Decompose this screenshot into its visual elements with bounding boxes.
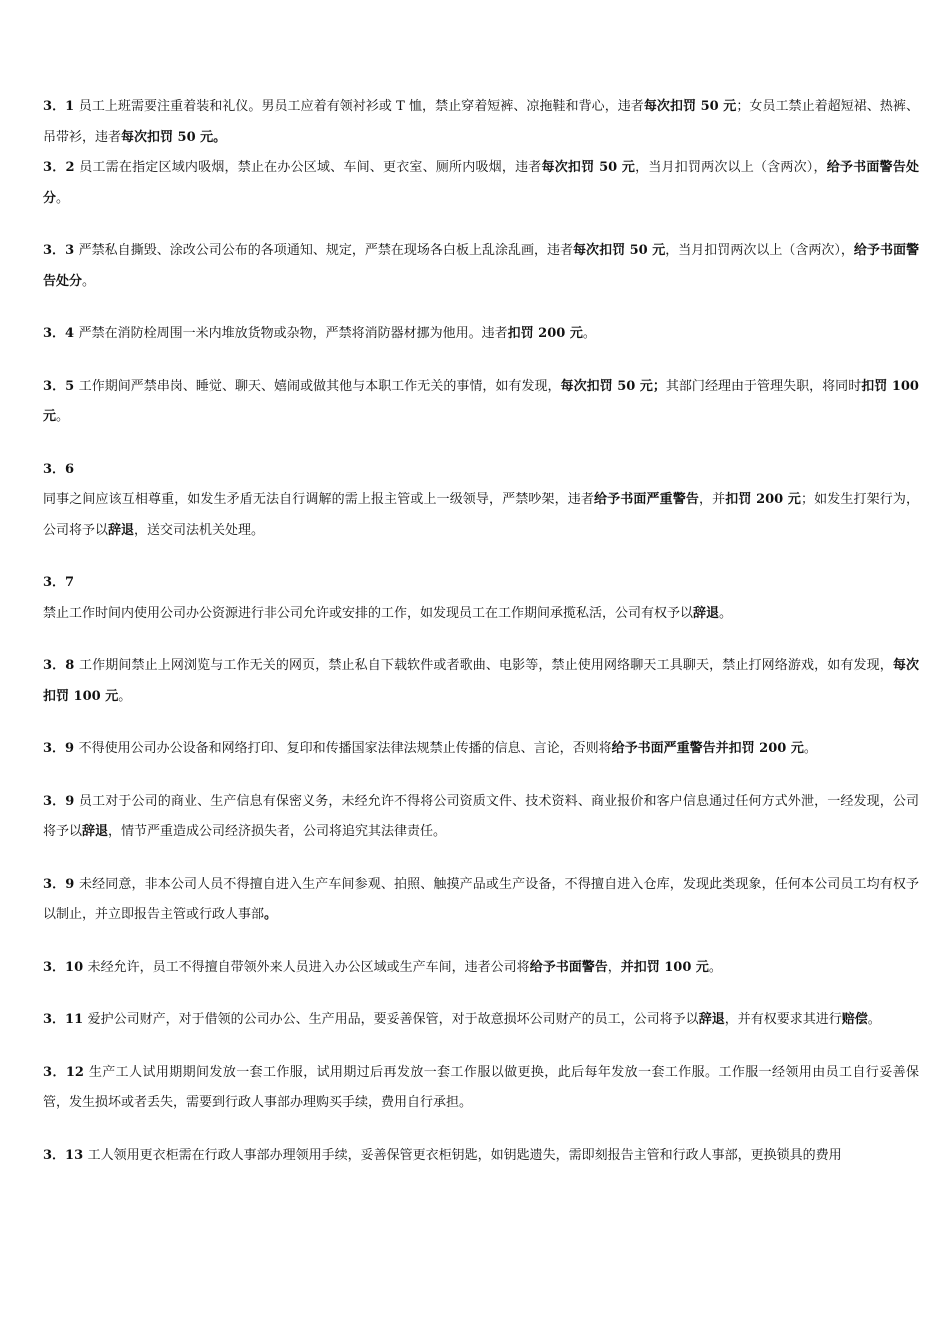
clause-paragraph-3-8 bbox=[43, 651, 919, 712]
body-text: 。 bbox=[867, 1012, 881, 1027]
clause-paragraph-3-13 bbox=[43, 1141, 919, 1172]
paragraph-spacer bbox=[43, 983, 919, 1005]
body-text: 员工需在指定区域内吸烟，禁止在办公区域、车间、更衣室、厕所内吸烟，违者 bbox=[79, 160, 542, 175]
clause-paragraph-3-9b bbox=[43, 787, 919, 848]
emphasis-text: 并扣罚 100 元 bbox=[620, 959, 709, 975]
clause-paragraph-3-6-num bbox=[43, 455, 919, 486]
body-text: 。 bbox=[118, 688, 132, 704]
clause-paragraph-3-6 bbox=[43, 485, 919, 546]
body-text: ， bbox=[607, 959, 621, 975]
emphasis-text: 每次扣罚 50 元 bbox=[643, 99, 737, 114]
clause-number: 3．3 bbox=[43, 243, 79, 258]
body-text: 。 bbox=[582, 326, 596, 341]
body-text: 严禁私自撕毁、涂改公司公布的各项通知、规定，严禁在现场各白板上乱涂乱画，违者 bbox=[78, 243, 574, 258]
body-text: 爱护公司财产，对于借领的公司办公、生产用品，要妥善保管，对于故意损坏公司财产的员工，公司将予以 bbox=[87, 1012, 699, 1027]
body-text: 工作期间禁止上网浏览与工作无关的网页，禁止私自下载软件或者歌曲、电影等，禁止使用网络聊天工具聊天，禁止打网络游戏，如有发现， bbox=[79, 658, 893, 673]
emphasis-text: 给予书面警告处分 bbox=[43, 160, 919, 206]
emphasis-text: 。 bbox=[264, 907, 278, 922]
emphasis-text: 每次扣罚 100 元 bbox=[43, 658, 919, 704]
body-text: 工人领用更衣柜需在行政人事部办理领用手续，妥善保管更衣柜钥匙，如钥匙遗失，需即刻报告主管和行政人事部，更换锁具的费用 bbox=[87, 1147, 842, 1163]
emphasis-text: 扣罚 200 元 bbox=[725, 492, 801, 507]
emphasis-text: 辞退 bbox=[108, 522, 135, 538]
clause-paragraph-3-3 bbox=[43, 236, 919, 297]
clause-paragraph-3-4 bbox=[43, 319, 919, 350]
paragraph-spacer bbox=[43, 712, 919, 734]
body-text: 。 bbox=[803, 741, 817, 756]
body-text: ，当月扣罚两次以上（含两次）， bbox=[635, 160, 827, 175]
paragraph-spacer bbox=[43, 931, 919, 953]
paragraph-spacer bbox=[43, 1036, 919, 1058]
paragraph-spacer bbox=[43, 433, 919, 455]
emphasis-text: 给予书面严重警告 bbox=[594, 492, 699, 507]
body-text: ，情节严重造成公司经济损失者，公司将追究其法律责任。 bbox=[108, 824, 447, 839]
clause-paragraph-3-9c bbox=[43, 870, 919, 931]
clause-number: 3．10 bbox=[43, 959, 88, 975]
emphasis-text: 给予书面警告 bbox=[529, 959, 608, 975]
clause-paragraph-3-2 bbox=[43, 153, 919, 214]
clause-number: 3．9 bbox=[43, 876, 79, 892]
document-page bbox=[43, 92, 919, 1171]
emphasis-text: 辞退 bbox=[82, 824, 109, 839]
body-text: 其部门经理由于管理失职，将同时 bbox=[665, 378, 862, 394]
body-text: ，送交司法机关处理。 bbox=[134, 522, 265, 538]
clause-paragraph-3-1 bbox=[43, 92, 919, 153]
body-text: 不得使用公司办公设备和网络打印、复印和传播国家法律法规禁止传播的信息、言论，否则将 bbox=[78, 741, 612, 756]
paragraph-spacer bbox=[43, 765, 919, 787]
body-text: ，当月扣罚两次以上（含两次）， bbox=[665, 243, 854, 258]
clause-paragraph-3-12 bbox=[43, 1058, 919, 1119]
paragraph-spacer bbox=[43, 350, 919, 372]
body-text: ；女员工禁止着超短裙、热裤、吊带衫，违者 bbox=[43, 99, 919, 145]
clause-paragraph-3-9a bbox=[43, 734, 919, 765]
clause-number: 3．4 bbox=[43, 326, 79, 341]
clause-number: 3．11 bbox=[43, 1012, 88, 1027]
body-text: ，并 bbox=[698, 492, 726, 507]
emphasis-text: 扣罚 100 元 bbox=[43, 378, 919, 424]
body-text: 未经同意，非本公司人员不得擅自进入生产车间参观、拍照、触摸产品或生产设备，不得擅自进入仓库，发现此类现象，任何本公司员工均有权予以制止，并立即报告主管或行政人事部 bbox=[43, 876, 919, 922]
paragraph-spacer bbox=[43, 1119, 919, 1141]
clause-number: 3．7 bbox=[43, 575, 75, 590]
clause-paragraph-3-5 bbox=[43, 372, 919, 433]
clause-paragraph-3-7 bbox=[43, 599, 919, 630]
clause-number: 3．12 bbox=[43, 1064, 89, 1080]
clause-number: 3．6 bbox=[43, 461, 75, 477]
emphasis-text: 辞退 bbox=[698, 1012, 725, 1027]
clause-number: 3．13 bbox=[43, 1147, 88, 1163]
clause-paragraph-3-11 bbox=[43, 1005, 919, 1036]
emphasis-text: 给予书面严重警告并扣罚 200 元 bbox=[611, 741, 804, 756]
emphasis-text: 辞退 bbox=[693, 605, 720, 621]
body-text: ；如发生打架行为，公司将予以 bbox=[43, 492, 919, 538]
clause-number: 3．2 bbox=[43, 160, 80, 175]
body-text: 。 bbox=[708, 959, 722, 975]
body-text: 。 bbox=[719, 605, 733, 621]
clause-number: 3．1 bbox=[43, 99, 79, 114]
clause-number: 3．5 bbox=[43, 378, 79, 394]
emphasis-text: 每次扣罚 50 元 bbox=[541, 160, 636, 175]
body-text: 生产工人试用期期间发放一套工作服，试用期过后再发放一套工作服以做更换，此后每年发放一套工作服。工作服一经领用由员工自行妥善保管，发生损坏或者丢失，需要到行政人事部办理购买手续，费用自行承担。 bbox=[43, 1064, 919, 1110]
paragraph-spacer bbox=[43, 214, 919, 236]
body-text: 同事之间应该互相尊重，如发生矛盾无法自行调解的需上报主管或上一级领导，严禁吵架，违者 bbox=[43, 492, 594, 507]
body-text: 。 bbox=[56, 190, 70, 206]
emphasis-text: 给予书面警告处分 bbox=[43, 243, 919, 289]
body-text: 工作期间严禁串岗、睡觉、聊天、嬉闹或做其他与本职工作无关的事情，如有发现， bbox=[78, 378, 561, 394]
paragraph-spacer bbox=[43, 629, 919, 651]
emphasis-text: 每次扣罚 50 元 bbox=[573, 243, 666, 258]
paragraph-spacer bbox=[43, 848, 919, 870]
clause-number: 3．9 bbox=[43, 793, 79, 809]
emphasis-text: 扣罚 200 元 bbox=[507, 326, 583, 341]
body-text: ，并有权要求其进行 bbox=[724, 1012, 842, 1027]
paragraph-spacer bbox=[43, 297, 919, 319]
emphasis-text: 赔偿 bbox=[841, 1012, 868, 1027]
body-text: 禁止工作时间内使用公司办公资源进行非公司允许或安排的工作，如发现员工在工作期间承揽私活，公司有权予以 bbox=[43, 605, 694, 621]
body-text: 员工上班需要注重着装和礼仪。男员工应着有领衬衫或 T 恤，禁止穿着短裤、凉拖鞋和背心，违者 bbox=[78, 99, 644, 114]
emphasis-text: 每次扣罚 50 元； bbox=[560, 378, 666, 394]
clause-number: 3．8 bbox=[43, 658, 79, 673]
emphasis-text: 每次扣罚 50 元。 bbox=[121, 129, 227, 145]
body-text: 未经允许，员工不得擅自带领外来人员进入办公区域或生产车间，违者公司将 bbox=[87, 959, 530, 975]
clause-paragraph-3-7-num bbox=[43, 568, 919, 599]
body-text: 。 bbox=[56, 409, 70, 424]
body-text: 严禁在消防栓周围一米内堆放货物或杂物，严禁将消防器材挪为他用。违者 bbox=[78, 326, 508, 341]
paragraph-spacer bbox=[43, 546, 919, 568]
clause-paragraph-3-10 bbox=[43, 953, 919, 984]
clause-number: 3．9 bbox=[43, 741, 79, 756]
body-text: 员工对于公司的商业、生产信息有保密义务，未经允许不得将公司资质文件、技术资料、商业报价和客户信息通过任何方式外泄，一经发现，公司将予以 bbox=[43, 793, 919, 839]
body-text: 。 bbox=[82, 273, 96, 289]
